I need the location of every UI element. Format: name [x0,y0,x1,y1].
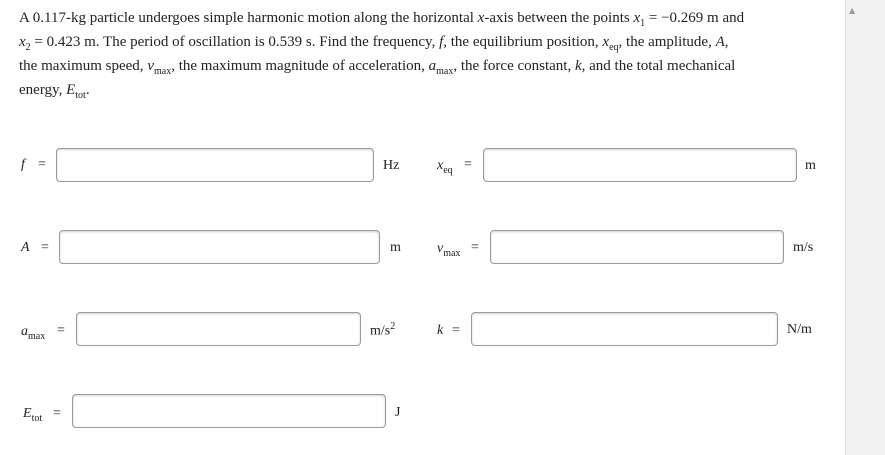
xeq-label: $x_{eq}$ [437,158,453,176]
amax-unit: $m/s^2$ [370,321,396,339]
equals-sign: = [41,240,49,255]
equals-sign: = [452,323,460,338]
x2-symbol: x [19,34,26,50]
xeq-unit: m [805,158,816,173]
xeq-input[interactable] [483,148,797,182]
xeq-subscript: eq [609,42,619,53]
x1-symbol: x [633,10,641,26]
equals-sign: = [464,157,472,172]
equals-sign: = [471,240,479,255]
amax-subscript: max [436,66,454,77]
problem-text: , the maximum magnitude of acceleration, [171,58,425,74]
A-symbol: A [715,34,725,50]
k-unit: N/m [787,322,812,337]
problem-text: . [85,82,90,98]
Etot-input[interactable] [72,394,386,428]
frequency-input[interactable] [56,148,374,182]
axis-symbol: x [477,10,485,26]
equals-sign: = [57,323,65,338]
triangle-up-icon[interactable]: ▲ [849,6,856,15]
x2-value-text: = 0.423 m. The period of oscillation is 0.539 s. Find the frequency, [34,34,436,50]
problem-text: energy, [19,82,63,98]
k-symbol: k [574,58,582,74]
problem-text: A 0.117-kg particle undergoes simple harmonic motion along the horizontal [19,10,474,26]
Etot-label: $E_{tot}$ [23,406,43,424]
xeq-symbol: x [602,34,610,50]
amplitude-input[interactable] [59,230,380,264]
equals-sign: = [53,406,61,421]
vmax-symbol: v [147,58,154,74]
problem-text: , [724,34,729,50]
vmax-input[interactable] [490,230,784,264]
equals-sign: = [38,157,46,172]
vertical-scrollbar[interactable] [845,0,885,455]
vmax-label: $v_{max}$ [437,241,461,259]
f-symbol: f [439,34,444,50]
problem-statement [19,6,819,102]
x2-subscript: 2 [25,42,31,53]
vmax-subscript: max [153,66,172,77]
problem-text: -axis between the points [484,10,630,26]
Etot-symbol: E [66,82,76,98]
problem-text: the maximum speed, [19,58,144,74]
amax-symbol: a [428,58,437,74]
amax-input[interactable] [76,312,361,346]
amax-label: $a_{max}$ [21,324,46,342]
x1-subscript: 1 [640,18,646,29]
amplitude-unit: m [390,240,401,255]
k-input[interactable] [471,312,778,346]
vmax-unit: m/s [793,240,814,255]
Etot-unit: J [395,405,401,420]
frequency-label: f [21,157,25,172]
problem-text: , the amplitude, [618,34,712,50]
problem-text: , the equilibrium position, [443,34,599,50]
x1-value-text: = −0.269 m and [648,10,745,26]
frequency-unit: Hz [383,158,400,173]
problem-text: , and the total mechanical [581,58,736,74]
k-label: k [437,323,444,338]
amplitude-label: A [21,240,30,255]
problem-text: , the force constant, [453,58,572,74]
Etot-subscript: tot [75,90,86,101]
